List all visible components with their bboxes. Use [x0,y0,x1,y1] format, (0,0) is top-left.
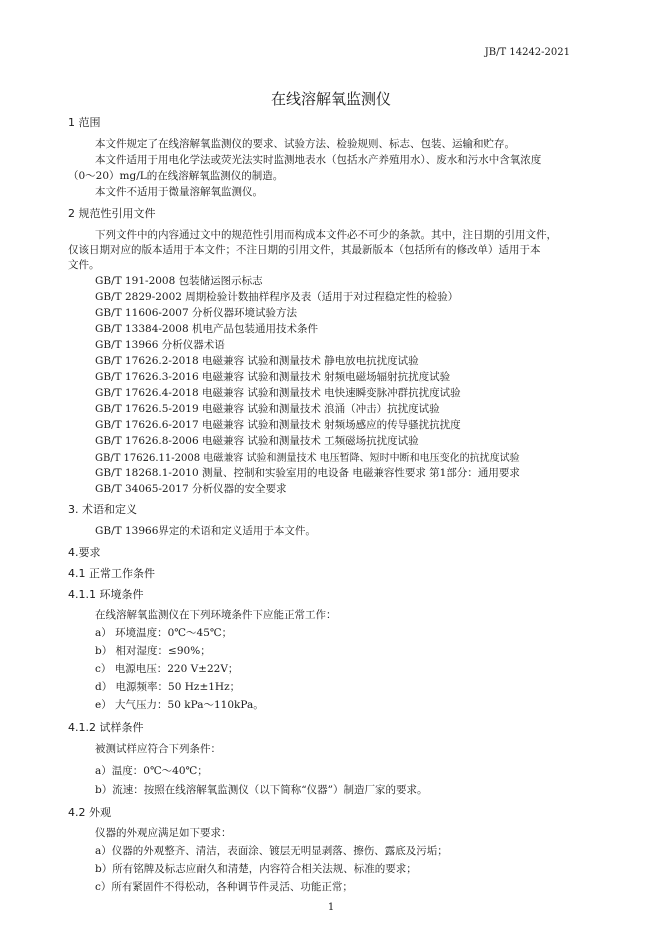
reference-item: GB/T 34065-2017 分析仪器的安全要求 [95,483,287,495]
sec2-paragraph-line1: 下列文件中的内容通过文中的规范性引用而构成本文件必不可少的条款。其中，注日期的引用文件， [95,229,557,241]
appearance-intro: 仪器的外观应满足如下要求： [95,827,232,839]
reference-item: GB/T 18268.1-2010 测量、控制和实验室用的电设备 电磁兼容性要求 第1部分：通用要求 [95,467,520,479]
reference-item: GB/T 191-2008 包装储运图示标志 [95,275,263,287]
sec3-paragraph: GB/T 13966界定的术语和定义适用于本文件。 [95,525,316,537]
reference-item: GB/T 17626.8-2006 电磁兼容 试验和测量技术 工频磁场抗扰度试验 [95,435,419,447]
reference-item: GB/T 17626.2-2018 电磁兼容 试验和测量技术 静电放电抗扰度试验 [95,355,419,367]
list-item: e） 大气压力：50 kPa～110kPa。 [95,699,264,711]
page-number: 1 [327,902,335,913]
reference-item: GB/T 17626.5-2019 电磁兼容 试验和测量技术 浪涌（冲击）抗扰度试验 [95,403,440,415]
section-4-1-1-heading: 4.1.1 环境条件 [68,588,144,601]
list-item: b）流速：按照在线溶解氧监测仪（以下简称“仪器”）制造厂家的要求。 [95,784,428,796]
sec1-paragraph-2-cont: （0～20）mg/L的在线溶解氧监测仪的制造。 [68,170,284,182]
section-4-heading: 4.要求 [68,546,101,559]
sec2-paragraph-line2: 仅该日期对应的版本适用于本文件；不注日期的引用文件，其最新版本（包括所有的修改单）适用于本 [68,244,541,256]
standard-number: JB/T 14242-2021 [484,47,570,58]
section-4-1-heading: 4.1 正常工作条件 [68,567,155,580]
section-3-heading: 3. 术语和定义 [68,503,137,516]
list-item: b） 相对湿度：≤90%； [95,645,211,657]
reference-item: GB/T 17626.3-2016 电磁兼容 试验和测量技术 射频电磁场辐射抗扰度试验 [95,371,451,383]
list-item: a）仪器的外观整齐、清洁，表面涂、镀层无明显剥落、擦伤、露底及污垢； [95,845,448,857]
reference-item: GB/T 17626.6-2017 电磁兼容 试验和测量技术 射频场感应的传导骚扰抗扰度 [95,419,461,431]
reference-item: GB/T 2829-2002 周期检验计数抽样程序及表（适用于对过程稳定性的检验） [95,291,459,303]
section-1-heading: 1 范围 [68,116,101,129]
env-conditions-intro: 在线溶解氧监测仪在下列环境条件下应能正常工作： [95,609,337,621]
sample-conditions-intro: 被测试样应符合下列条件： [95,743,221,755]
reference-item: GB/T 17626.4-2018 电磁兼容 试验和测量技术 电快速瞬变脉冲群抗扰度试验 [95,387,461,399]
reference-item: GB/T 13384-2008 机电产品包装通用技术条件 [95,323,318,335]
sec1-paragraph-2: 本文件适用于用电化学法或荧光法实时监测地表水（包括水产养殖用水）、废水和污水中含氧浓度 [95,154,542,166]
sec1-paragraph-3: 本文件不适用于微量溶解氧监测仪。 [95,186,263,198]
list-item: c）所有紧固件不得松动，各种调节件灵活、功能正常； [95,881,353,893]
list-item: b）所有铭牌及标志应耐久和清楚，内容符合相关法规、标准的要求； [95,863,417,875]
section-4-2-heading: 4.2 外观 [68,806,111,819]
list-item: a）温度：0℃～40℃； [95,765,208,777]
list-item: d） 电源频率：50 Hz±1Hz； [95,681,241,693]
sec1-paragraph-1: 本文件规定了在线溶解氧监测仪的要求、试验方法、检验规则、标志、包装、运输和贮存。 [95,138,515,150]
section-2-heading: 2 规范性引用文件 [68,207,156,220]
document-title: 在线溶解氧监测仪 [270,90,391,108]
list-item: c） 电源电压：220 V±22V； [95,663,239,675]
reference-item: GB/T 11606-2007 分析仪器环境试验方法 [95,307,297,319]
reference-item: GB/T 17626.11-2008 电磁兼容 试验和测量技术 电压暂降、短时中断和电压变化的抗扰度试验 [95,453,520,464]
sec2-paragraph-line3: 文件。 [68,259,100,271]
reference-item: GB/T 13966 分析仪器术语 [95,339,225,351]
list-item: a） 环境温度：0℃～45℃； [95,627,233,639]
section-4-1-2-heading: 4.1.2 试样条件 [68,721,144,734]
